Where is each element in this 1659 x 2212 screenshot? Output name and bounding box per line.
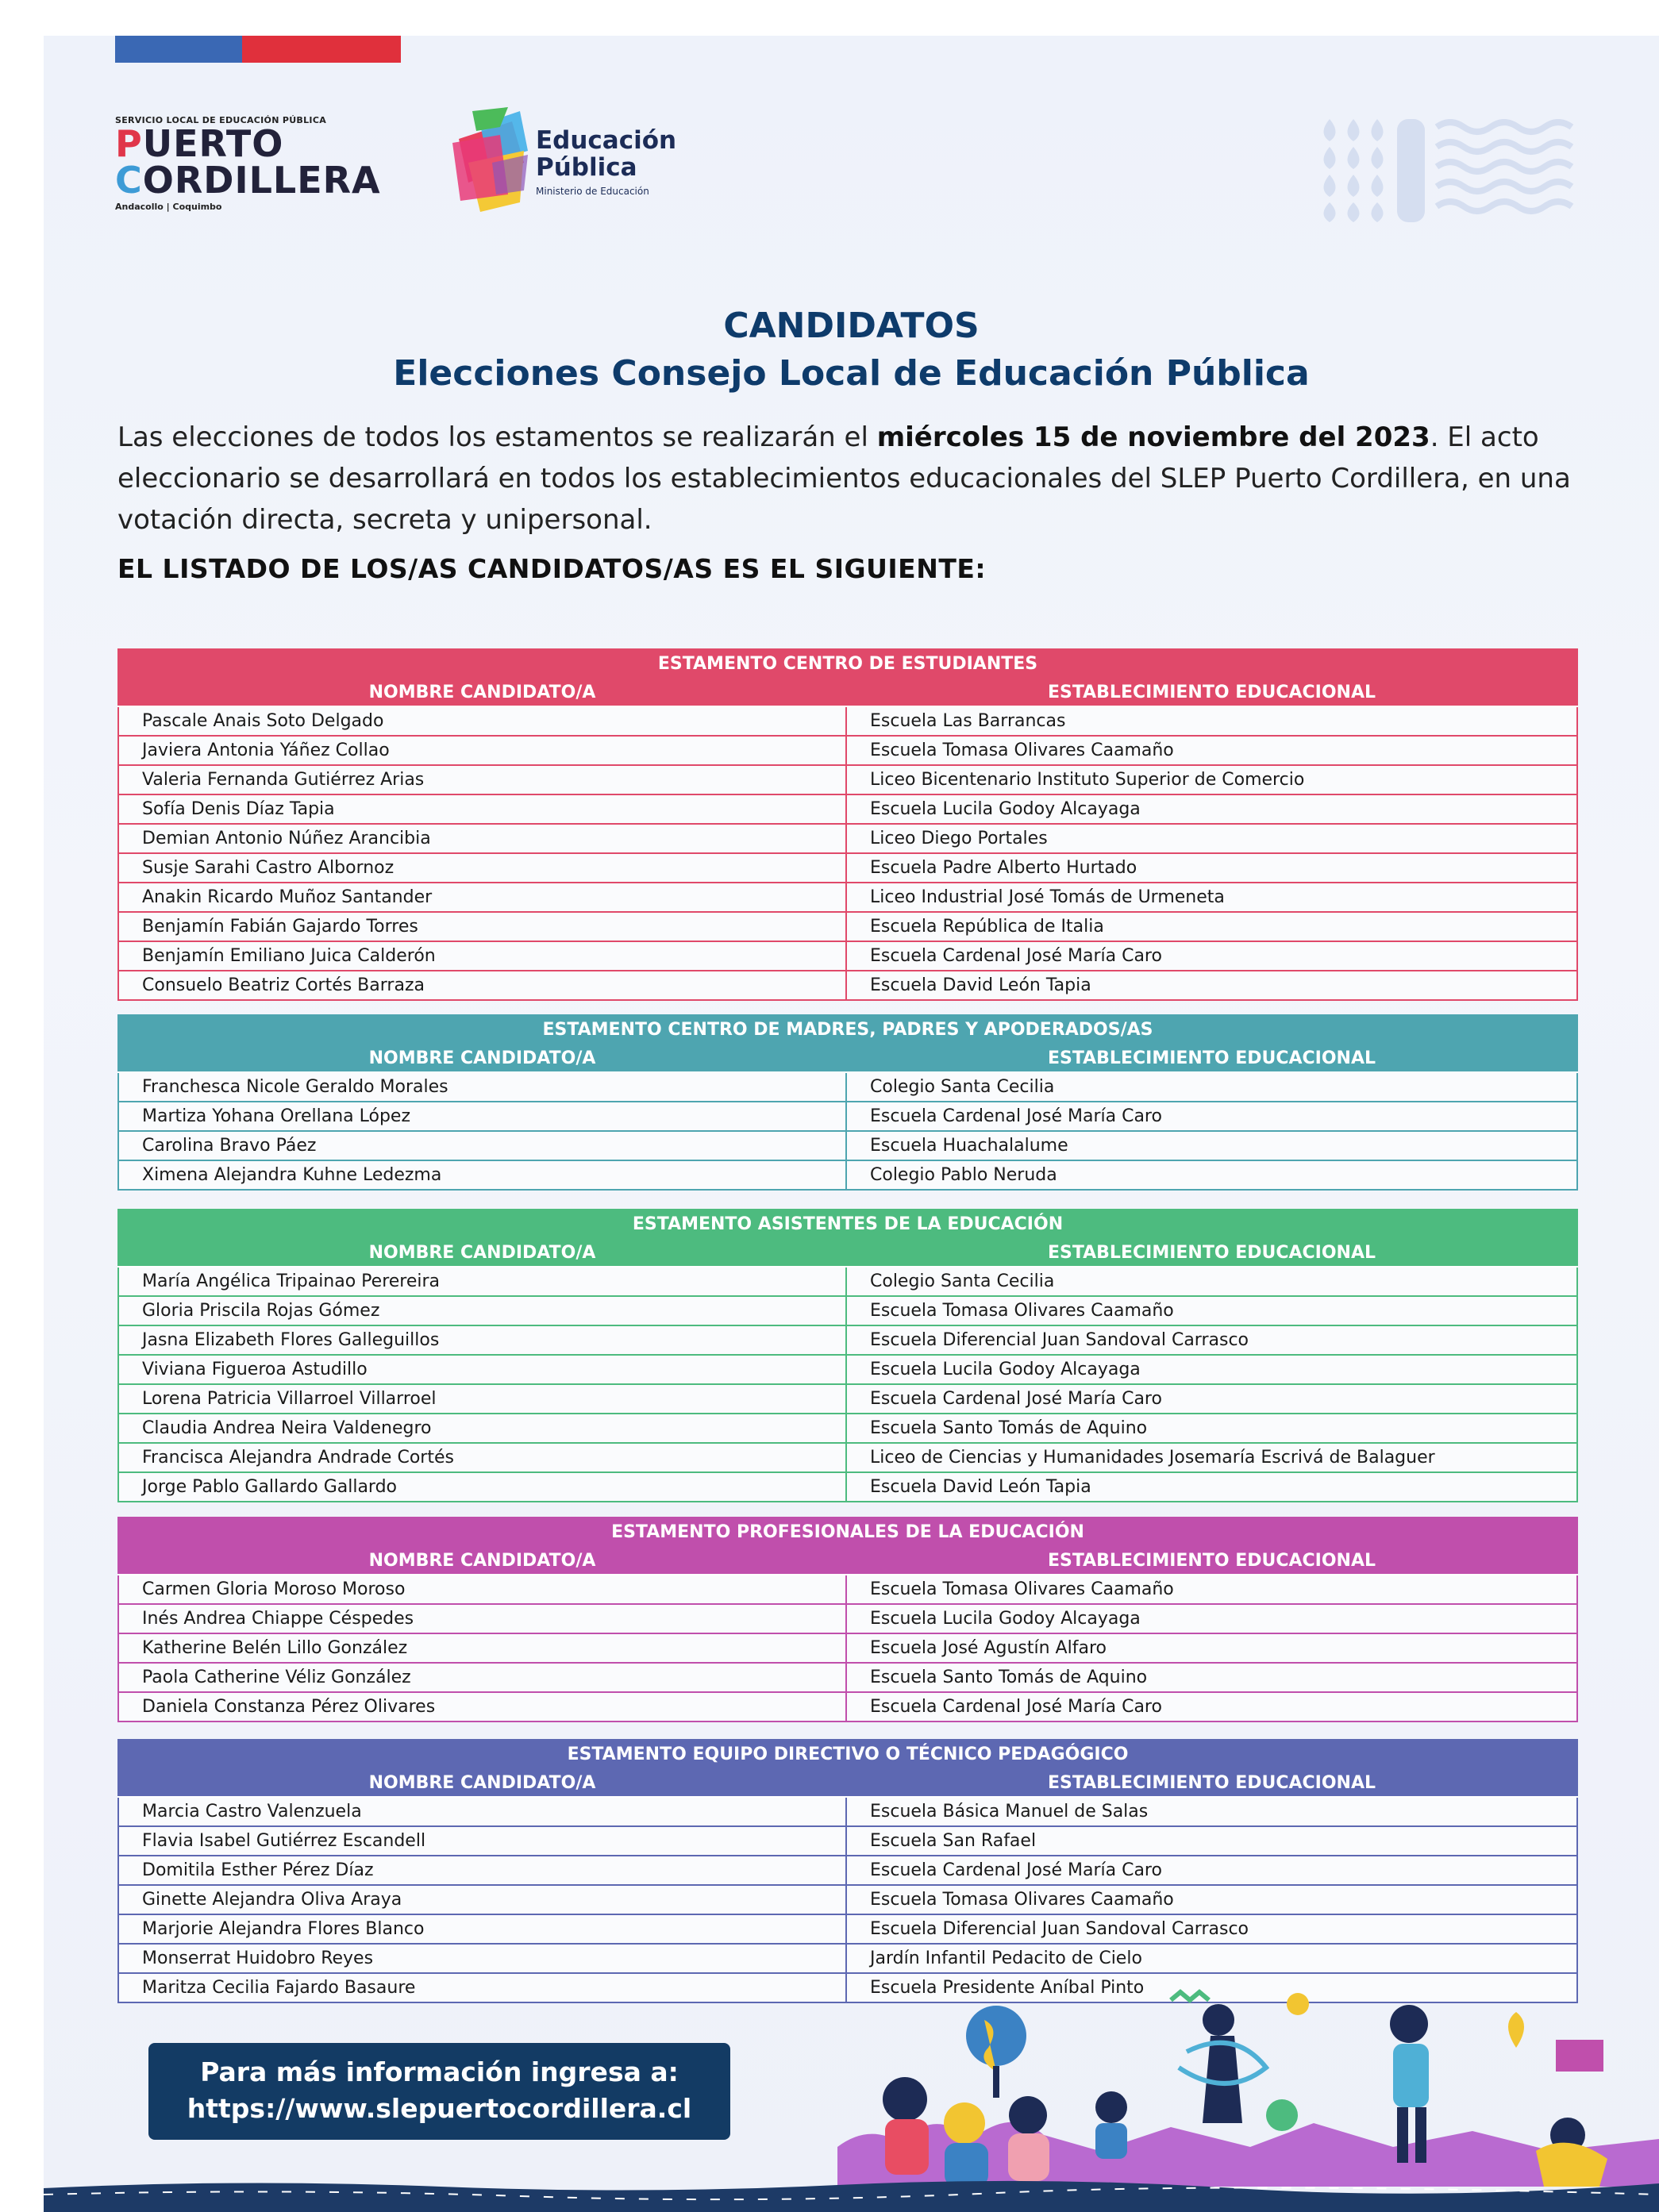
candidate-name-cell: Marcia Castro Valenzuela (118, 1797, 846, 1826)
section-title: ESTAMENTO CENTRO DE ESTUDIANTES (118, 649, 1577, 678)
table-row (118, 1443, 1577, 1472)
column-header-school: ESTABLECIMIENTO EDUCACIONAL (846, 1238, 1577, 1267)
section-title: ESTAMENTO CENTRO DE MADRES, PADRES Y APODERADOS/AS (118, 1015, 1577, 1044)
column-header-name: NOMBRE CANDIDATO/A (118, 1238, 846, 1267)
section-table (117, 1739, 1578, 2003)
table-row (118, 1414, 1577, 1443)
candidate-name-cell: Jasna Elizabeth Flores Galleguillos (118, 1325, 846, 1355)
table-row (118, 853, 1577, 883)
table-row (118, 1944, 1577, 1973)
school-cell: Escuela San Rafael (846, 1826, 1577, 1856)
intro-before: Las elecciones de todos los estamentos se realizarán el (117, 421, 877, 453)
slep-logo-small-text: SERVICIO LOCAL DE EDUCACIÓN PÚBLICA (115, 115, 327, 125)
section-table (117, 1209, 1578, 1502)
column-header-name: NOMBRE CANDIDATO/A (118, 678, 846, 706)
candidate-name-cell: Benjamín Emiliano Juica Calderón (118, 941, 846, 971)
school-cell: Escuela Las Barrancas (846, 706, 1577, 736)
intro-after: . El acto eleccionario se desarrollará en todos los establecimientos educacionales del SLEP Puerto Cordillera, en una votación directa, secreta y unipersonal. (117, 421, 1571, 536)
school-cell: Escuela José Agustín Alfaro (846, 1633, 1577, 1663)
school-cell: Escuela Santo Tomás de Aquino (846, 1663, 1577, 1692)
info-line1: Para más información ingresa a: (200, 2056, 679, 2087)
table-row (118, 1575, 1577, 1604)
info-box (148, 2043, 730, 2140)
school-cell: Liceo Diego Portales (846, 824, 1577, 853)
table-row (118, 706, 1577, 736)
school-cell: Escuela Diferencial Juan Sandoval Carrasco (846, 1325, 1577, 1355)
section-title: ESTAMENTO EQUIPO DIRECTIVO O TÉCNICO PEDAGÓGICO (118, 1740, 1577, 1768)
table-row (118, 1885, 1577, 1914)
table-row (118, 1633, 1577, 1663)
candidate-name-cell: Carmen Gloria Moroso Moroso (118, 1575, 846, 1604)
table-row (118, 1663, 1577, 1692)
candidate-name-cell: Pascale Anais Soto Delgado (118, 706, 846, 736)
table-row (118, 1604, 1577, 1633)
table-row (118, 971, 1577, 1000)
school-cell: Escuela Básica Manuel de Salas (846, 1797, 1577, 1826)
candidate-name-cell: Demian Antonio Núñez Arancibia (118, 824, 846, 853)
candidate-name-cell: María Angélica Tripainao Perereira (118, 1267, 846, 1296)
table-row (118, 941, 1577, 971)
educacion-publica-text (536, 127, 676, 197)
school-cell: Escuela Lucila Godoy Alcayaga (846, 1355, 1577, 1384)
candidate-name-cell: Francisca Alejandra Andrade Cortés (118, 1443, 846, 1472)
candidate-name-cell: Gloria Priscila Rojas Gómez (118, 1296, 846, 1325)
edu-line2: Pública (536, 153, 637, 182)
table-row (118, 883, 1577, 912)
school-cell: Colegio Santa Cecilia (846, 1072, 1577, 1102)
column-header-school: ESTABLECIMIENTO EDUCACIONAL (846, 1044, 1577, 1072)
candidate-name-cell: Susje Sarahi Castro Albornoz (118, 853, 846, 883)
school-cell: Escuela República de Italia (846, 912, 1577, 941)
school-cell: Liceo de Ciencias y Humanidades Josemaría Escrivá de Balaguer (846, 1443, 1577, 1472)
table-row (118, 1072, 1577, 1102)
table-row (118, 1472, 1577, 1502)
flag-bar (115, 36, 401, 63)
table-row (118, 1384, 1577, 1414)
school-cell: Escuela Cardenal José María Caro (846, 1102, 1577, 1131)
school-cell: Escuela Huachalalume (846, 1131, 1577, 1160)
school-cell: Escuela Cardenal José María Caro (846, 1384, 1577, 1414)
school-cell: Escuela Lucila Godoy Alcayaga (846, 1604, 1577, 1633)
table-row (118, 1797, 1577, 1826)
slep-logo (115, 115, 417, 212)
table-row (118, 824, 1577, 853)
section-table (117, 1517, 1578, 1722)
candidate-name-cell: Maritza Cecilia Fajardo Basaure (118, 1973, 846, 2002)
school-cell: Escuela Tomasa Olivares Caamaño (846, 736, 1577, 765)
page-title: CANDIDATOS (723, 306, 980, 346)
page-subtitle: Elecciones Consejo Local de Educación Pública (393, 353, 1310, 394)
slep-logo-line1: PUERTO (115, 122, 284, 165)
school-cell: Escuela David León Tapia (846, 1472, 1577, 1502)
candidate-name-cell: Franchesca Nicole Geraldo Morales (118, 1072, 846, 1102)
edu-line3: Ministerio de Educación (536, 186, 649, 197)
candidate-name-cell: Anakin Ricardo Muñoz Santander (118, 883, 846, 912)
school-cell: Liceo Bicentenario Instituto Superior de Comercio (846, 765, 1577, 794)
people-illustration-icon (837, 1988, 1659, 2187)
candidate-name-cell: Lorena Patricia Villarroel Villarroel (118, 1384, 846, 1414)
candidate-name-cell: Valeria Fernanda Gutiérrez Arias (118, 765, 846, 794)
school-cell: Escuela Lucila Godoy Alcayaga (846, 794, 1577, 824)
candidate-name-cell: Monserrat Huidobro Reyes (118, 1944, 846, 1973)
table-row (118, 1267, 1577, 1296)
candidate-name-cell: Sofía Denis Díaz Tapia (118, 794, 846, 824)
school-cell: Colegio Pablo Neruda (846, 1160, 1577, 1190)
column-header-school: ESTABLECIMIENTO EDUCACIONAL (846, 1546, 1577, 1575)
candidate-name-cell: Ginette Alejandra Oliva Araya (118, 1885, 846, 1914)
school-cell: Escuela Tomasa Olivares Caamaño (846, 1885, 1577, 1914)
candidate-name-cell: Jorge Pablo Gallardo Gallardo (118, 1472, 846, 1502)
decorative-pattern-icon (1318, 119, 1619, 222)
candidate-name-cell: Marjorie Alejandra Flores Blanco (118, 1914, 846, 1944)
candidate-name-cell: Carolina Bravo Páez (118, 1131, 846, 1160)
school-cell: Colegio Santa Cecilia (846, 1267, 1577, 1296)
section-title: ESTAMENTO PROFESIONALES DE LA EDUCACIÓN (118, 1518, 1577, 1546)
school-cell: Escuela Tomasa Olivares Caamaño (846, 1296, 1577, 1325)
section-title: ESTAMENTO ASISTENTES DE LA EDUCACIÓN (118, 1210, 1577, 1238)
column-header-name: NOMBRE CANDIDATO/A (118, 1768, 846, 1797)
section-table (117, 648, 1578, 1001)
poster (44, 36, 1659, 2212)
table-row (118, 794, 1577, 824)
school-cell: Escuela David León Tapia (846, 971, 1577, 1000)
candidate-name-cell: Viviana Figueroa Astudillo (118, 1355, 846, 1384)
candidate-name-cell: Flavia Isabel Gutiérrez Escandell (118, 1826, 846, 1856)
table-row (118, 1914, 1577, 1944)
candidate-name-cell: Javiera Antonia Yáñez Collao (118, 736, 846, 765)
school-cell: Jardín Infantil Pedacito de Cielo (846, 1944, 1577, 1973)
school-cell: Escuela Padre Alberto Hurtado (846, 853, 1577, 883)
table-row (118, 1160, 1577, 1190)
candidate-name-cell: Katherine Belén Lillo González (118, 1633, 846, 1663)
table-row (118, 1296, 1577, 1325)
intro-paragraph (117, 417, 1622, 540)
school-cell: Escuela Cardenal José María Caro (846, 941, 1577, 971)
candidate-name-cell: Consuelo Beatriz Cortés Barraza (118, 971, 846, 1000)
school-cell: Liceo Industrial José Tomás de Urmeneta (846, 883, 1577, 912)
candidate-name-cell: Ximena Alejandra Kuhne Ledezma (118, 1160, 846, 1190)
school-cell: Escuela Cardenal José María Caro (846, 1692, 1577, 1722)
table-row (118, 1131, 1577, 1160)
bottom-wave-icon (44, 2179, 1659, 2212)
school-cell: Escuela Tomasa Olivares Caamaño (846, 1575, 1577, 1604)
candidate-name-cell: Daniela Constanza Pérez Olivares (118, 1692, 846, 1722)
table-row (118, 736, 1577, 765)
table-row (118, 1856, 1577, 1885)
info-url-link[interactable]: https://www.slepuertocordillera.cl (187, 2093, 692, 2124)
intro-date: miércoles 15 de noviembre del 2023 (876, 421, 1430, 453)
table-row (118, 1692, 1577, 1722)
slep-logo-line2: CORDILLERA (115, 159, 381, 202)
school-cell: Escuela Cardenal José María Caro (846, 1856, 1577, 1885)
section-table (117, 1014, 1578, 1191)
listing-heading: EL LISTADO DE LOS/AS CANDIDATOS/AS ES EL SIGUIENTE: (117, 553, 987, 584)
candidate-name-cell: Inés Andrea Chiappe Céspedes (118, 1604, 846, 1633)
school-cell: Escuela Presidente Aníbal Pinto (846, 1973, 1577, 2002)
column-header-school: ESTABLECIMIENTO EDUCACIONAL (846, 678, 1577, 706)
column-header-name: NOMBRE CANDIDATO/A (118, 1044, 846, 1072)
table-row (118, 1102, 1577, 1131)
table-row (118, 1826, 1577, 1856)
candidate-name-cell: Domitila Esther Pérez Díaz (118, 1856, 846, 1885)
column-header-name: NOMBRE CANDIDATO/A (118, 1546, 846, 1575)
table-row (118, 912, 1577, 941)
candidate-name-cell: Martiza Yohana Orellana López (118, 1102, 846, 1131)
edu-line1: Educación (536, 126, 677, 155)
column-header-school: ESTABLECIMIENTO EDUCACIONAL (846, 1768, 1577, 1797)
table-row (118, 765, 1577, 794)
table-row (118, 1355, 1577, 1384)
candidate-name-cell: Claudia Andrea Neira Valdenegro (118, 1414, 846, 1443)
table-row (118, 1325, 1577, 1355)
candidate-name-cell: Paola Catherine Véliz González (118, 1663, 846, 1692)
slep-logo-sub: Andacollo | Coquimbo (115, 202, 222, 212)
school-cell: Escuela Santo Tomás de Aquino (846, 1414, 1577, 1443)
school-cell: Escuela Diferencial Juan Sandoval Carrasco (846, 1914, 1577, 1944)
candidate-name-cell: Benjamín Fabián Gajardo Torres (118, 912, 846, 941)
